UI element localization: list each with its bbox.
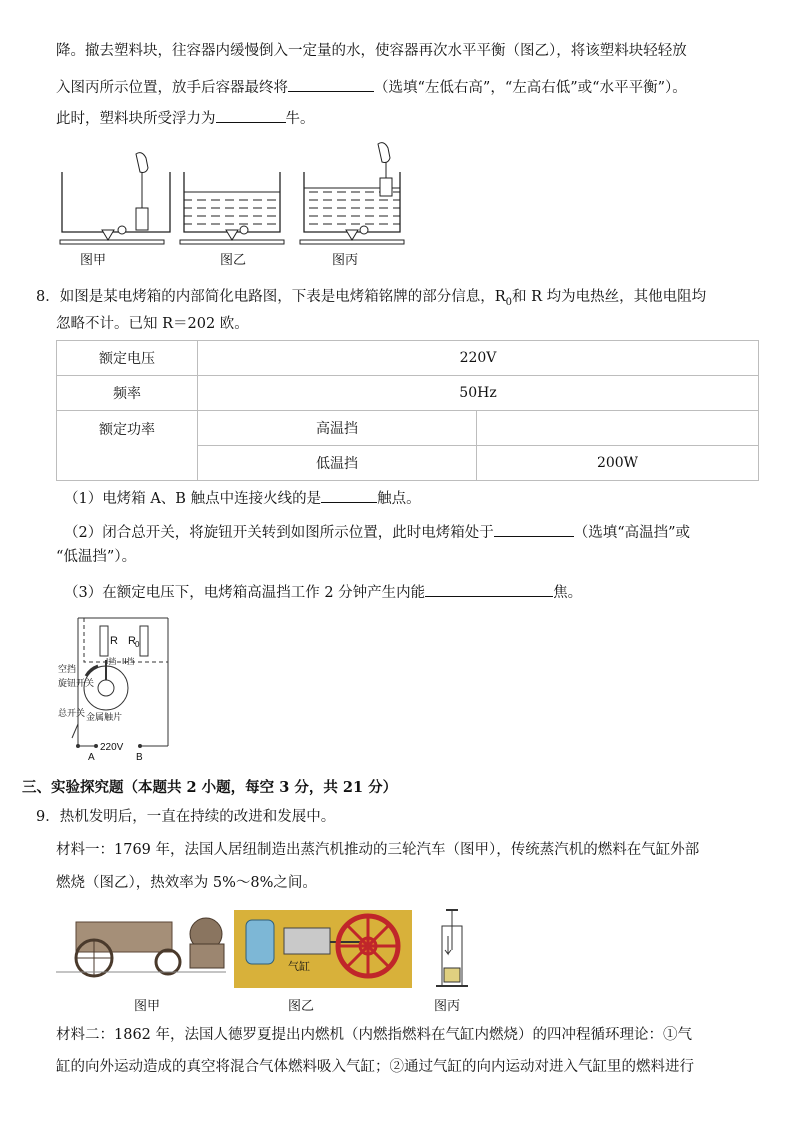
q8-sub2c: “低温挡”）。 <box>56 549 137 565</box>
q8-blank-gear[interactable] <box>494 520 574 537</box>
q9-material2-line2: 缸的向外运动造成的真空将混合气体燃料吸入气缸；②通过气缸的向内运动对进入气缸里的燃料进行 <box>56 1059 694 1075</box>
q8-sub2b: （选填“高温挡”或 <box>573 525 691 541</box>
q8-text-line1b: 和 R 均为电热丝，其他电阻均 <box>512 289 707 305</box>
svg-text:A: A <box>88 752 95 763</box>
figure-jia <box>60 153 170 267</box>
svg-text:I挡: I挡 <box>106 657 117 666</box>
q8-sub1 <box>64 486 421 510</box>
section3-heading: 三、实验探究题（本题共 2 小题，每空 3 分，共 21 分） <box>22 779 398 796</box>
q7-text-line3a: 此时，塑料块所受浮力为 <box>56 111 216 127</box>
fig-jia-label: 图甲 <box>80 252 107 267</box>
q7-text-line2b: （选填“左低右高”，“左高右低”或“水平平衡”）。 <box>374 80 687 96</box>
low-gear-label: 低温挡 <box>198 446 477 481</box>
q9-intro: 9．热机发明后，一直在持续的改进和发展中。 <box>36 809 336 825</box>
resistor-r0 <box>140 626 148 656</box>
svg-text:R: R <box>128 635 136 647</box>
nameplate-table <box>56 340 759 481</box>
svg-text:金属触片: 金属触片 <box>86 712 123 722</box>
knob-switch-label: 旋钮开关 <box>58 678 95 688</box>
low-gear-value: 200W <box>477 446 759 481</box>
q9-material1-line1: 材料一：1769 年，法国人居纽制造出蒸汽机推动的三轮汽车（图甲），传统蒸汽机的燃料在气缸外部 <box>56 842 700 858</box>
steam-engine-illustration <box>234 910 412 1013</box>
q8-text-line1a: 8．如图是某电烤箱的内部简化电路图，下表是电烤箱铭牌的部分信息，R <box>36 289 506 305</box>
q9-material2-line1: 材料二：1862 年，法国人德罗夏提出内燃机（内燃指燃料在气缸内燃烧）的四冲程循环理论：①气 <box>56 1027 693 1043</box>
q7-text-line1: 降。撤去塑料块，往容器内缓慢倒入一定量的水，使容器再次水平平衡（图乙），将该塑料块轻轻放 <box>56 43 687 59</box>
q8-text-line1 <box>36 286 706 314</box>
fig-bing-label: 图丙 <box>332 252 359 267</box>
q8-sub3b: 焦。 <box>553 585 583 601</box>
svg-text:B: B <box>136 752 143 763</box>
steam-car-illustration <box>56 918 226 1013</box>
q9-material1-line2: 燃烧（图乙），热效率为 5%～8%之间。 <box>56 875 317 891</box>
q7-blank-buoyancy[interactable] <box>216 106 286 123</box>
cylinder-label: 气缸 <box>288 961 310 973</box>
q7-text-line3b: 牛。 <box>285 111 315 127</box>
table-row <box>57 341 759 376</box>
q8-sub2a: （2）闭合总开关，将旋钮开关转到如图所示位置，此时电烤箱处于 <box>64 525 494 541</box>
q8-sub3a: （3）在额定电压下，电烤箱高温挡工作 2 分钟产生内能 <box>64 585 426 601</box>
figure-bing <box>300 143 404 267</box>
q8-sub1a: （1）电烤箱 A、B 触点中连接火线的是 <box>64 491 322 507</box>
q8-sub3 <box>64 580 582 604</box>
svg-text:0: 0 <box>135 640 140 649</box>
fig-yi-label: 图乙 <box>220 252 247 267</box>
svg-text:220V: 220V <box>100 742 124 753</box>
q7-blank-balance[interactable] <box>288 75 374 92</box>
q8-text-line2: 忽略不计。已知 R＝202 欧。 <box>56 316 249 332</box>
resistor-r <box>100 626 108 656</box>
q7-text-line3 <box>56 106 315 130</box>
q8-blank-live-wire[interactable] <box>321 486 377 503</box>
table-row <box>57 411 759 446</box>
q7-text-line2 <box>56 75 687 99</box>
q9-fig-jia-label: 图甲 <box>134 998 161 1013</box>
frequency-label: 频率 <box>57 376 198 411</box>
rated-power-label: 额定功率 <box>57 411 198 481</box>
rated-voltage-label: 额定电压 <box>57 341 198 376</box>
q8-sub2 <box>64 520 690 544</box>
q8-r0-subscript: 0 <box>505 296 513 308</box>
svg-text:空挡: 空挡 <box>58 664 77 674</box>
q7-text-line2a: 入图丙所示位置，放手后容器最终将 <box>56 80 288 96</box>
q7-figure <box>56 140 416 270</box>
q8-circuit-diagram <box>56 612 186 764</box>
high-gear-label: 高温挡 <box>198 411 477 446</box>
q8-blank-energy[interactable] <box>425 580 553 597</box>
main-switch-label: 总开关 <box>58 708 86 718</box>
q9-fig-yi-label: 图乙 <box>288 998 315 1013</box>
high-gear-value <box>477 411 759 446</box>
svg-text:R: R <box>110 635 118 647</box>
svg-text:II挡: II挡 <box>122 657 135 666</box>
frequency-value: 50Hz <box>198 376 759 411</box>
cylinder-illustration <box>434 910 468 1013</box>
table-row <box>57 376 759 411</box>
q9-fig-bing-label: 图丙 <box>434 998 461 1013</box>
rated-voltage-value: 220V <box>198 341 759 376</box>
q9-figures <box>56 906 476 1018</box>
q8-sub1b: 触点。 <box>377 491 421 507</box>
figure-yi <box>180 172 284 267</box>
